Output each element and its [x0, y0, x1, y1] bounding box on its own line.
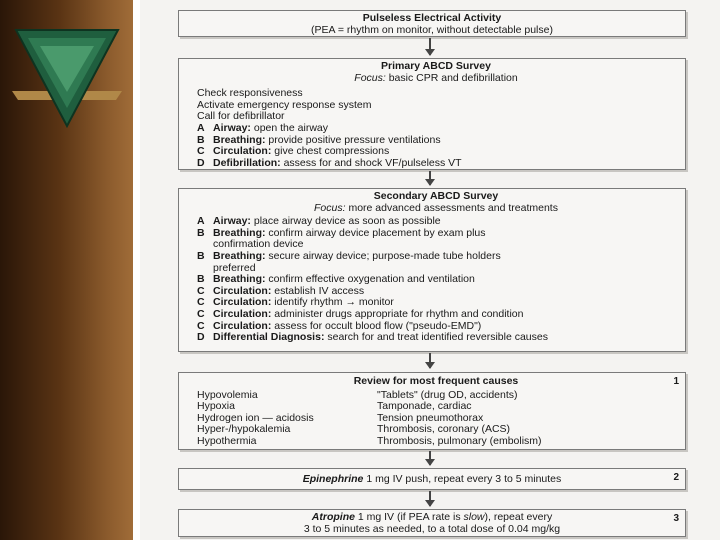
pea-subtitle: (PEA = rhythm on monitor, without detectable pulse) [311, 23, 553, 36]
secondary-step [197, 332, 675, 344]
step-letter: B [197, 226, 205, 239]
triangle-logo-icon [12, 26, 122, 130]
flow-arrow [429, 171, 431, 185]
epinephrine-dose: 1 mg IV push, repeat every 3 to 5 minutes [363, 473, 562, 485]
cause-item: Tension pneumothorax [377, 411, 484, 424]
step-number: 2 [673, 472, 679, 483]
primary-survey-title: Primary ABCD Survey [381, 60, 491, 72]
flow-arrow [429, 353, 431, 368]
step-text: provide positive pressure ventilations [268, 133, 441, 146]
step-term: Circulation: [213, 307, 272, 320]
primary-focus-text: basic CPR and defibrillation [388, 71, 518, 84]
step-letter: A [197, 215, 205, 228]
atropine-box [178, 509, 686, 537]
step-text: secure airway device; purpose-made tube holders preferred [213, 249, 501, 274]
step-letter: C [197, 284, 205, 297]
cause-item: "Tablets" (drug OD, accidents) [377, 388, 518, 401]
atropine-drug: Atropine [311, 511, 355, 523]
cause-item: Thrombosis, coronary (ACS) [377, 423, 511, 436]
step-text: administer drugs appropriate for rhythm and condition [274, 307, 524, 320]
decorative-sidebar [0, 0, 133, 540]
primary-check: Check responsiveness [197, 87, 303, 100]
step-letter: B [197, 133, 205, 146]
step-term: Differential Diagnosis: [213, 331, 325, 344]
pea-definition-box [178, 10, 686, 37]
primary-survey-box [178, 58, 686, 170]
step-term: Circulation: [213, 296, 272, 309]
step-letter: C [197, 319, 205, 332]
step-text: assess for occult blood flow ("pseudo-EMD") [274, 319, 482, 332]
causes-t-column [377, 390, 542, 448]
flow-arrow [429, 451, 431, 465]
atropine-text-2: ), repeat every [484, 511, 553, 523]
step-number: 1 [673, 376, 679, 387]
epinephrine-drug: Epinephrine [302, 473, 364, 485]
step-term: Airway: [213, 121, 251, 134]
cause-item: Thrombosis, pulmonary (embolism) [377, 434, 542, 447]
atropine-slow: slow [463, 511, 485, 523]
pea-algorithm-sheet [140, 0, 720, 540]
secondary-step [197, 228, 675, 251]
primary-step-d [197, 158, 675, 170]
primary-focus-label: Focus: [354, 71, 386, 84]
step-text: confirm airway device placement by exam plus confirmation device [213, 226, 486, 251]
step-term: Defibrillation: [213, 156, 281, 169]
pea-title: Pulseless Electrical Activity [362, 12, 502, 24]
step-letter: D [197, 156, 205, 169]
cause-item: Hydrogen ion — acidosis [197, 411, 314, 424]
cause-item: Tamponade, cardiac [377, 400, 472, 413]
secondary-survey-title: Secondary ABCD Survey [373, 190, 499, 202]
step-term: Circulation: [213, 145, 272, 158]
step-letter: C [197, 307, 205, 320]
atropine-line-1 [179, 512, 685, 524]
secondary-focus [197, 203, 675, 215]
secondary-survey-box [178, 188, 686, 352]
atropine-line-2: 3 to 5 minutes as needed, to a total dose of 0.04 mg/kg [303, 522, 561, 535]
epinephrine-box [178, 468, 686, 490]
step-term: Circulation: [213, 284, 272, 297]
flow-arrow [429, 491, 431, 506]
step-term: Breathing: [213, 133, 266, 146]
step-number: 3 [673, 513, 679, 524]
causes-columns [197, 390, 675, 448]
secondary-step [197, 251, 675, 274]
step-text: identify rhythm → monitor [274, 296, 394, 309]
step-letter: D [197, 331, 205, 344]
causes-h-column [197, 390, 377, 448]
flow-arrow [429, 38, 431, 55]
step-term: Airway: [213, 215, 251, 228]
causes-title: Review for most frequent causes [353, 375, 519, 387]
step-text: open the airway [253, 121, 328, 134]
step-letter: A [197, 121, 205, 134]
step-letter: B [197, 249, 205, 262]
cause-item: Hypothermia [197, 434, 257, 447]
step-letter: C [197, 145, 205, 158]
step-term: Circulation: [213, 319, 272, 332]
primary-check: Call for defibrillator [197, 110, 285, 123]
cause-item: Hypoxia [197, 400, 235, 413]
primary-focus [197, 73, 675, 85]
cause-item: Hyper-/hypokalemia [197, 423, 291, 436]
step-text: give chest compressions [274, 145, 390, 158]
step-term: Breathing: [213, 273, 266, 286]
cause-item: Hypovolemia [197, 388, 258, 401]
step-text: establish IV access [274, 284, 365, 297]
step-text: confirm effective oxygenation and ventilation [268, 273, 475, 286]
primary-check: Activate emergency response system [197, 98, 372, 111]
secondary-focus-label: Focus: [314, 201, 346, 214]
causes-box [178, 372, 686, 450]
step-text: search for and treat identified reversible causes [327, 331, 548, 344]
step-letter: C [197, 296, 205, 309]
secondary-focus-text: more advanced assessments and treatments [348, 201, 558, 214]
step-text: assess for and shock VF/pulseless VT [283, 156, 462, 169]
step-term: Breathing: [213, 226, 266, 239]
step-text: place airway device as soon as possible [253, 215, 441, 228]
step-letter: B [197, 273, 205, 286]
step-term: Breathing: [213, 249, 266, 262]
atropine-text-1: 1 mg IV (if PEA rate is [354, 511, 464, 523]
